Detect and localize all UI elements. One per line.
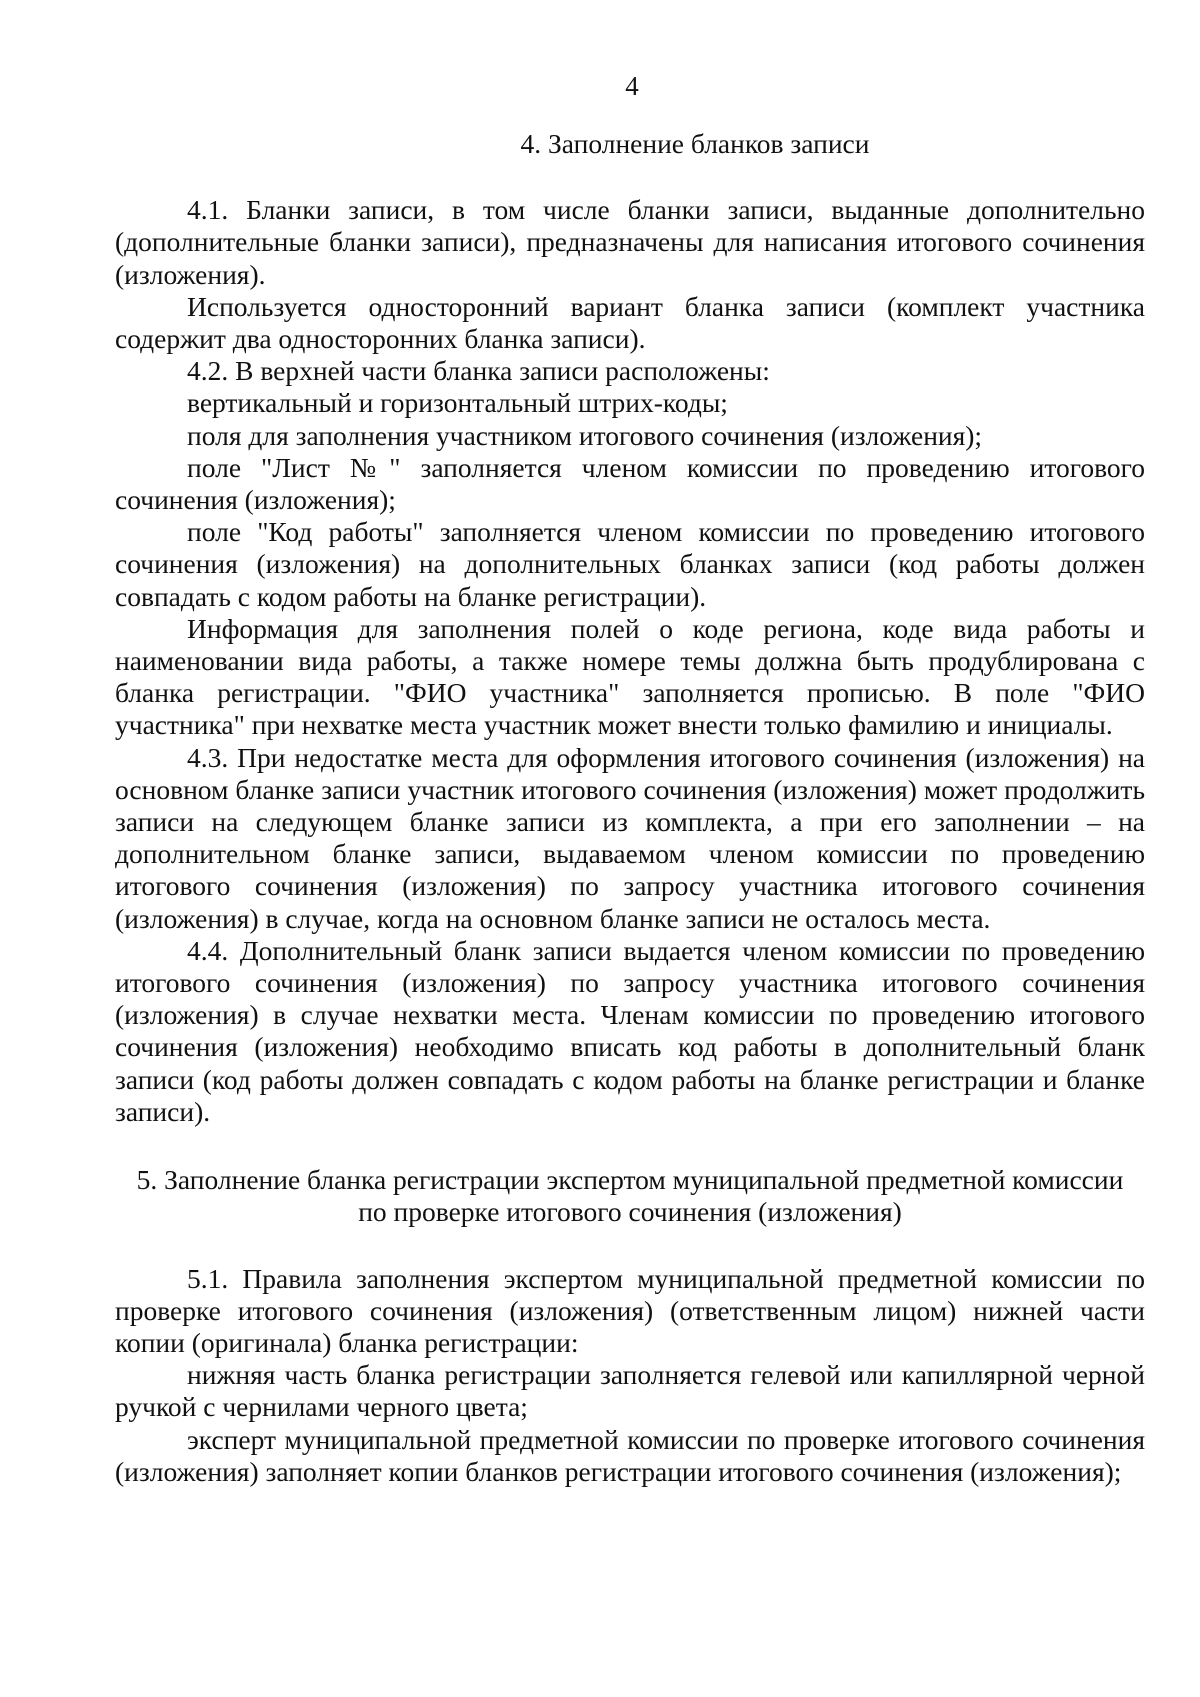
paragraph-4-1: 4.1. Бланки записи, в том числе бланки записи, выданные дополнительно (дополнительные бланки записи), предназначены для написания итогового сочинения (изложения).: [115, 194, 1145, 290]
page-number: 4: [625, 71, 639, 101]
paragraph-4-2-barcodes: вертикальный и горизонтальный штрих-коды;: [187, 387, 728, 419]
document-body: [115, 128, 1145, 1488]
paragraph-4-2-work-code-field: поле "Код работы" заполняется членом комиссии по проведению итогового сочинения (изложения) на дополнительных бланках записи (код работы должен совпадать с кодом работы на бланке регистрации).: [115, 516, 1145, 612]
section-5-heading: [115, 1164, 1145, 1228]
paragraph-4-2-participant-fields: поля для заполнения участником итогового сочинения (изложения);: [187, 419, 983, 451]
paragraph-4-2-sheet-field: поле "Лист №" заполняется членом комиссии по проведению итогового сочинения (изложения);: [115, 451, 1145, 516]
paragraph-4-1-single-sided: Используется односторонний вариант бланка записи (комплект участника содержит два односторонних бланка записи).: [115, 290, 1145, 355]
section-5-heading-line-1: 5. Заполнение бланка регистрации экспертом муниципальной предметной комиссии: [136, 1164, 1124, 1196]
paragraph-5-1-expert-copies: эксперт муниципальной предметной комиссии по проверке итогового сочинения (изложения) заполняет копии бланков регистрации итогового сочинения (изложения);: [115, 1423, 1145, 1487]
paragraph-4-3: 4.3. При недостатке места для оформления итогового сочинения (изложения) на основном бланке записи участник итогового сочинения (изложения) может продолжить записи на следующем бланке записи из комплекта, а при его заполнении – на дополнительном бланке записи, выдаваемом членом комиссии по проведению итогового сочинения (изложения) по запросу участника итогового сочинения (изложения) в случае, когда на основном бланке записи не осталось места.: [115, 741, 1145, 934]
section-5-heading-line-2: по проверке итогового сочинения (изложения): [358, 1196, 902, 1228]
paragraph-5-1: 5.1. Правила заполнения экспертом муниципальной предметной комиссии по проверке итогового сочинения (изложения) (ответственным лицом) нижней части копии (оригинала) бланка регистрации:: [115, 1262, 1145, 1358]
paragraph-4-4: 4.4. Дополнительный бланк записи выдается членом комиссии по проведению итогового сочинения (изложения) по запросу участника итогового сочинения (изложения) в случае нехватки места. Членам комиссии по проведению итогового сочинения (изложения) необходимо вписать код работы в дополнительный бланк записи (код работы должен совпадать с кодом работы на бланке регистрации и бланке записи).: [115, 934, 1145, 1127]
paragraph-4-2: 4.2. В верхней части бланка записи расположены:: [187, 355, 770, 387]
paragraph-4-2-region-info: Информация для заполнения полей о коде региона, коде вида работы и наименовании вида работы, а также номере темы должна быть продублирована с бланка регистрации. "ФИО участника" заполняется прописью. В поле "ФИО участника" при нехватке места участник может внести только фамилию и инициалы.: [115, 612, 1145, 741]
paragraph-5-1-pen: нижняя часть бланка регистрации заполняется гелевой или капиллярной черной ручкой с чернилами черного цвета;: [115, 1359, 1145, 1423]
section-4-heading: 4. Заполнение бланков записи: [520, 128, 870, 159]
